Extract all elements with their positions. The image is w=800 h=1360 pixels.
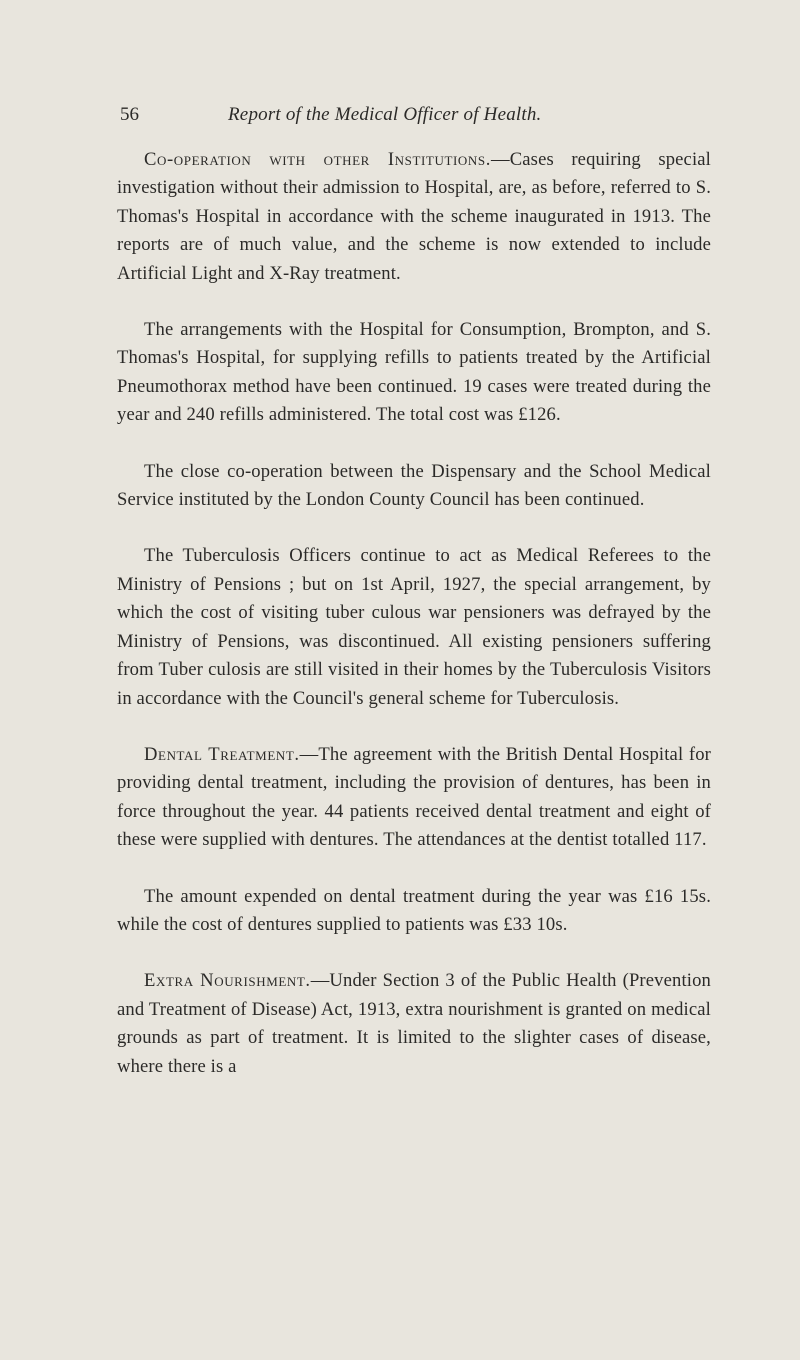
paragraph-school-medical-service	[117, 458, 711, 515]
page-header	[120, 104, 720, 134]
paragraph-text: —The agreement with the British Dental Hospital for providing dental treatment, including the provision of dentures, has been in force throughout the year. 44 patients received dental treatment and eight of these were supplied with dentures. The attendances at the dentist totalled 117.	[117, 743, 711, 851]
paragraph-cooperation-institutions	[117, 146, 711, 288]
paragraph-text: The close co-operation between the Dispensary and the School Medical Service instituted by the London County Council has been continued.	[117, 460, 711, 511]
section-heading-dental: Dental Treatment.	[144, 743, 300, 765]
paragraph-dental-treatment	[117, 741, 711, 855]
section-heading-nourishment: Extra Nourishment.	[144, 970, 311, 992]
paragraph-extra-nourishment	[117, 967, 711, 1081]
document-body	[117, 146, 711, 1109]
page-number: 56	[120, 104, 139, 125]
paragraph-text: The Tuberculosis Officers continue to act as Medical Referees to the Ministry of Pensions ; but on 1st April, 1927, the special arrangement, by which the cost of visiting tuber culous war pensioners was defrayed by the Ministry of Pensions, was discontinued. All existing pensioners suffering from Tuber culosis are still visited in their homes by the Tuberculosis Visitors in accordance with the Council's general scheme for Tuberculosis.	[117, 545, 711, 709]
running-title: Report of the Medical Officer of Health.	[228, 104, 542, 125]
paragraph-dental-cost	[117, 883, 711, 940]
paragraph-text: —Under Section 3 of the Public Health (Prevention and Treatment of Disease) Act, 1913, extra nourishment is granted on medical grounds as part of treatment. It is limited to the slighter cases of disease, where there is a	[117, 970, 711, 1077]
paragraph-pensions	[117, 542, 711, 712]
paragraph-text: The arrangements with the Hospital for Consumption, Brompton, and S. Thomas's Hospital, for supplying refills to patients treated by the Artificial Pneumothorax method have been continued. 19 cases were treated during the year and 240 refills administered. The total cost was £126.	[117, 319, 711, 426]
section-heading-cooperation: Co-operation with other Institutions.	[144, 149, 491, 170]
paragraph-text: The amount expended on dental treatment during the year was £16 15s. while the cost of dentures supplied to patients was £33 10s.	[117, 885, 711, 935]
paragraph-pneumothorax-refills	[117, 316, 711, 430]
paragraph-text: —Cases requiring special investigation without their admission to Hospital, are, as before, referred to S. Thomas's Hospital in accordance with the scheme inaugurated in 1913. The reports are of much value, and the scheme is now extended to include Artificial Light and X-Ray treatment.	[117, 149, 711, 284]
